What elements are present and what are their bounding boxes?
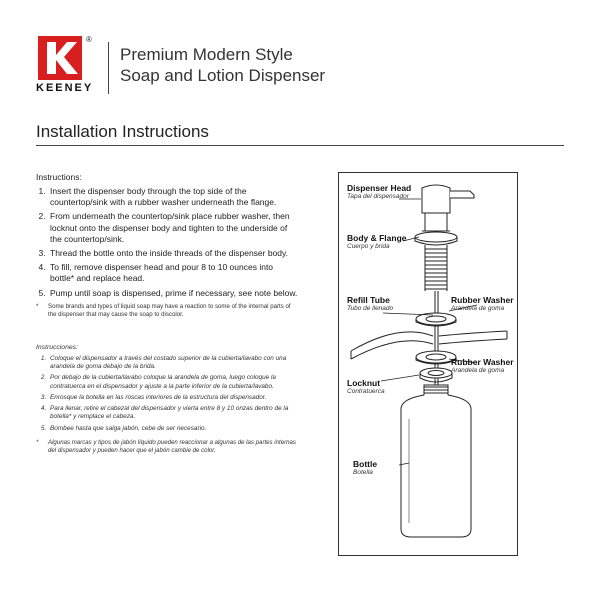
- english-heading: Instructions:: [36, 172, 82, 182]
- instructions-column: [36, 172, 298, 456]
- section-rule: [36, 145, 564, 146]
- spanish-step: 1. Coloque el dispensador a través del costado superior de la cubierta/lavabo con una arandela de goma debajo de la brida.: [48, 355, 298, 372]
- footnote-text: Algunas marcas y tipos de jabón líquido pueden reaccionar a algunas de las partes internas del dispensador y pueden hacer que el jabón cambie de color.: [48, 439, 296, 455]
- english-step: 4. To fill, remove dispenser head and pour 8 to 10 ounces into bottle* and replace head.: [48, 262, 298, 284]
- header-divider: [108, 42, 109, 94]
- english-step: 5. Pump until soap is dispensed, prime if necessary, see note below.: [48, 288, 298, 299]
- installation-diagram: [338, 172, 518, 556]
- header: [36, 36, 576, 96]
- callout-rubber-washer-2: Rubber Washer Arandela de goma: [451, 357, 514, 374]
- bottle-drawing: [401, 385, 471, 537]
- spanish-step: 3. Enrosque la botella en las roscas interiores de la estructura del dispensador.: [48, 394, 298, 402]
- spanish-step: 5. Bombee hasta que salga jabón, cebe de ser necesario.: [48, 425, 298, 433]
- english-step: 2. From underneath the countertop/sink place rubber washer, then locknut onto the dispenser body and tighten to the underside of the countertop/sink.: [48, 211, 298, 245]
- english-steps: [36, 186, 298, 299]
- english-step: 1. Insert the dispenser body through the top side of the countertop/sink with a rubber washer underneath the flange.: [48, 186, 298, 208]
- product-title-line2: Soap and Lotion Dispenser: [120, 66, 326, 85]
- dispenser-head-drawing: [422, 185, 474, 231]
- spanish-footnote: [36, 439, 298, 456]
- registered-mark: ®: [86, 35, 92, 44]
- callout-rubber-washer-1: Rubber Washer Arandela de goma: [451, 295, 514, 312]
- locknut-drawing: [420, 368, 452, 382]
- footnote-text: Some brands and types of liquid soap may have a reaction to some of the internal parts of the dispenser that may cause the soap to discolor.: [48, 302, 291, 319]
- callout-body-flange: Body & Flange Cuerpo y brida: [347, 233, 407, 250]
- product-title-line1: Premium Modern Style: [120, 45, 293, 64]
- threaded-body-drawing: [425, 245, 447, 291]
- logo-mark: [38, 36, 82, 80]
- callout-locknut: Locknut Contratuerca: [347, 378, 385, 395]
- spanish-heading: Instrucciones:: [36, 343, 78, 351]
- product-title: [120, 44, 325, 86]
- english-footnote: [36, 303, 298, 320]
- spanish-steps: [36, 355, 298, 433]
- footnote-mark: *: [36, 439, 39, 447]
- rubber-washer-2-drawing: [416, 351, 456, 364]
- spanish-step: 2. Por debajo de la cubierta/lavabo coloque la arandela de goma, luego coloque la contratuerca en el dispensador y ajuste a la parte inferior de la cubierta/lavabo.: [48, 374, 298, 391]
- spanish-step: 4. Para llenar, retire el cabezal del dispensador y vierta entre 8 y 10 onzas dentro de la botella* y remplace el cabeza.: [48, 405, 298, 422]
- flange-drawing: [415, 232, 457, 245]
- section-title: Installation Instructions: [36, 122, 209, 141]
- callout-dispenser-head: Dispenser Head Tapa del dispensador: [347, 183, 412, 200]
- callout-refill-tube: Refill Tube Tubo de llenado: [347, 295, 394, 312]
- callout-bottle: Bottle Botella: [353, 459, 378, 476]
- brand-name: KEENEY: [36, 82, 94, 94]
- footnote-mark: *: [36, 302, 39, 310]
- keeney-logo: [36, 36, 116, 96]
- english-step: 3. Thread the bottle onto the inside threads of the dispenser body.: [48, 248, 298, 259]
- logo-k-glyph: [38, 36, 82, 80]
